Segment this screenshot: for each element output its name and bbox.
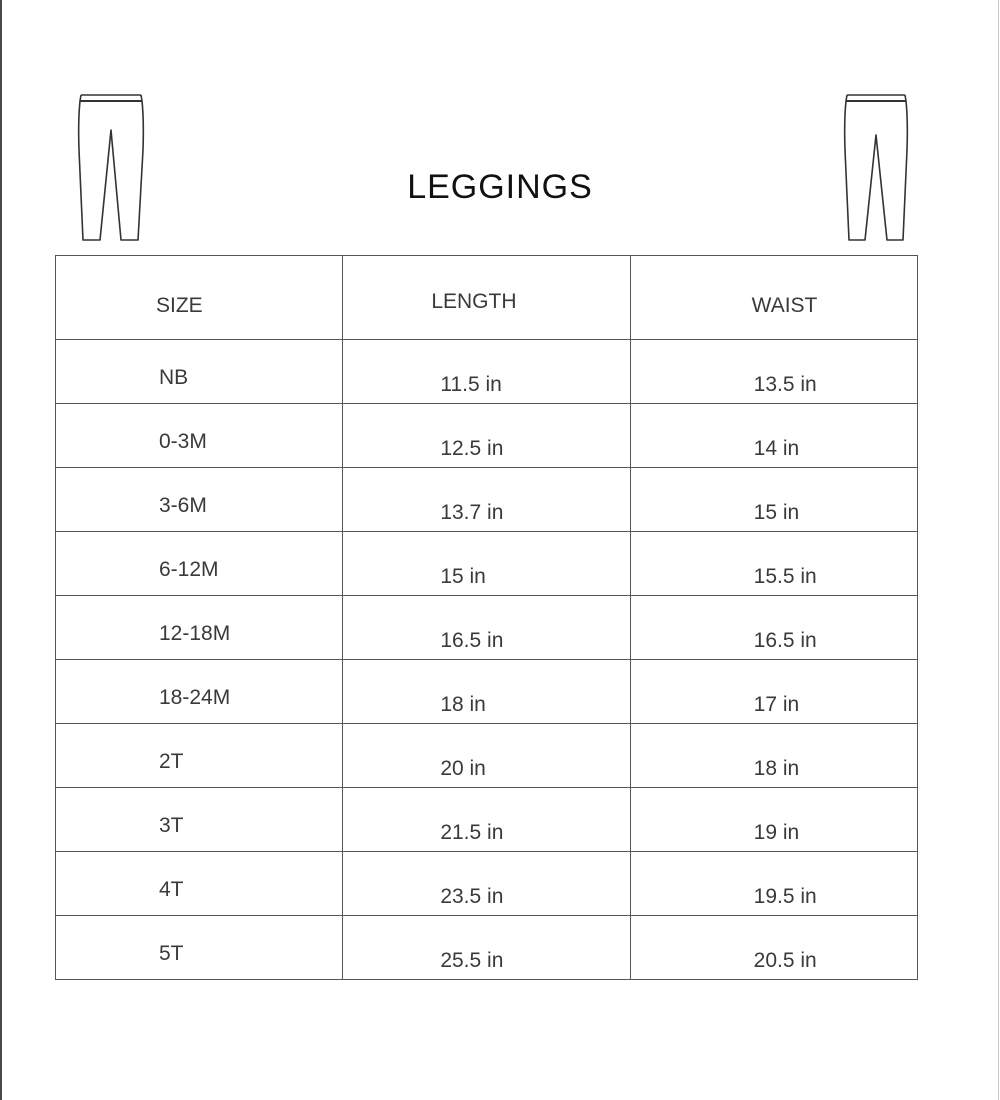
header-length: [343, 256, 630, 340]
cell-size: [56, 404, 343, 468]
cell-size: [56, 788, 343, 852]
size-value: NB: [159, 366, 189, 389]
cell-waist: [630, 660, 917, 724]
size-value: 3-6M: [159, 494, 207, 517]
cell-length: [343, 660, 630, 724]
header-size: [56, 256, 343, 340]
waist-value: 17 in: [753, 693, 800, 716]
cell-size: [56, 724, 343, 788]
cell-size: [56, 916, 343, 980]
cell-waist: [630, 468, 917, 532]
table-row: [56, 724, 918, 788]
length-value: 15 in: [440, 565, 486, 588]
cell-size: [56, 852, 343, 916]
cell-waist: [630, 532, 917, 596]
cell-size: [56, 468, 343, 532]
cell-length: [343, 724, 630, 788]
waist-value: 18 in: [753, 757, 800, 780]
waist-value: 14 in: [753, 437, 800, 460]
length-value: 23.5 in: [440, 885, 504, 908]
cell-waist: [630, 788, 917, 852]
table-row: [56, 340, 918, 404]
length-value: 16.5 in: [440, 629, 504, 652]
cell-waist: [630, 596, 917, 660]
waist-value: 16.5 in: [753, 629, 817, 652]
waist-value: 20.5 in: [753, 949, 817, 972]
cell-size: [56, 596, 343, 660]
length-value: 25.5 in: [440, 949, 504, 972]
waist-value: 19.5 in: [753, 885, 817, 908]
left-border-line: [0, 0, 2, 1100]
header-size-label: SIZE: [156, 294, 203, 317]
table-row: [56, 596, 918, 660]
size-value: 2T: [159, 750, 184, 773]
table-row: [56, 404, 918, 468]
cell-length: [343, 852, 630, 916]
cell-waist: [630, 724, 917, 788]
header-waist-label: WAIST: [751, 294, 818, 317]
length-value: 13.7 in: [440, 501, 504, 524]
cell-length: [343, 468, 630, 532]
page-title: LEGGINGS: [407, 168, 593, 206]
size-value: 3T: [159, 814, 184, 837]
cell-length: [343, 788, 630, 852]
table-row: [56, 916, 918, 980]
length-value: 21.5 in: [440, 821, 504, 844]
cell-waist: [630, 404, 917, 468]
table-row: [56, 532, 918, 596]
cell-waist: [630, 852, 917, 916]
table-header-row: [56, 256, 918, 340]
header-waist: [630, 256, 917, 340]
size-chart-table: [55, 255, 918, 980]
cell-length: [343, 916, 630, 980]
right-border-line: [998, 0, 999, 1100]
cell-size: [56, 340, 343, 404]
table-row: [56, 468, 918, 532]
cell-length: [343, 340, 630, 404]
cell-waist: [630, 916, 917, 980]
size-value: 4T: [159, 878, 184, 901]
waist-value: 15 in: [753, 501, 800, 524]
cell-length: [343, 404, 630, 468]
size-value: 5T: [159, 942, 184, 965]
table-row: [56, 660, 918, 724]
waist-value: 13.5 in: [753, 373, 817, 396]
table-row: [56, 852, 918, 916]
length-value: 11.5 in: [440, 373, 502, 396]
cell-length: [343, 596, 630, 660]
header-length-label: LENGTH: [431, 290, 517, 313]
size-value: 12-18M: [159, 622, 231, 645]
size-value: 18-24M: [159, 686, 231, 709]
cell-size: [56, 532, 343, 596]
cell-waist: [630, 340, 917, 404]
waist-value: 19 in: [753, 821, 800, 844]
length-value: 12.5 in: [440, 437, 504, 460]
length-value: 20 in: [440, 757, 486, 780]
waist-value: 15.5 in: [753, 565, 817, 588]
cell-length: [343, 532, 630, 596]
size-value: 0-3M: [159, 430, 207, 453]
length-value: 18 in: [440, 693, 486, 716]
size-value: 6-12M: [159, 558, 219, 581]
cell-size: [56, 660, 343, 724]
table-row: [56, 788, 918, 852]
